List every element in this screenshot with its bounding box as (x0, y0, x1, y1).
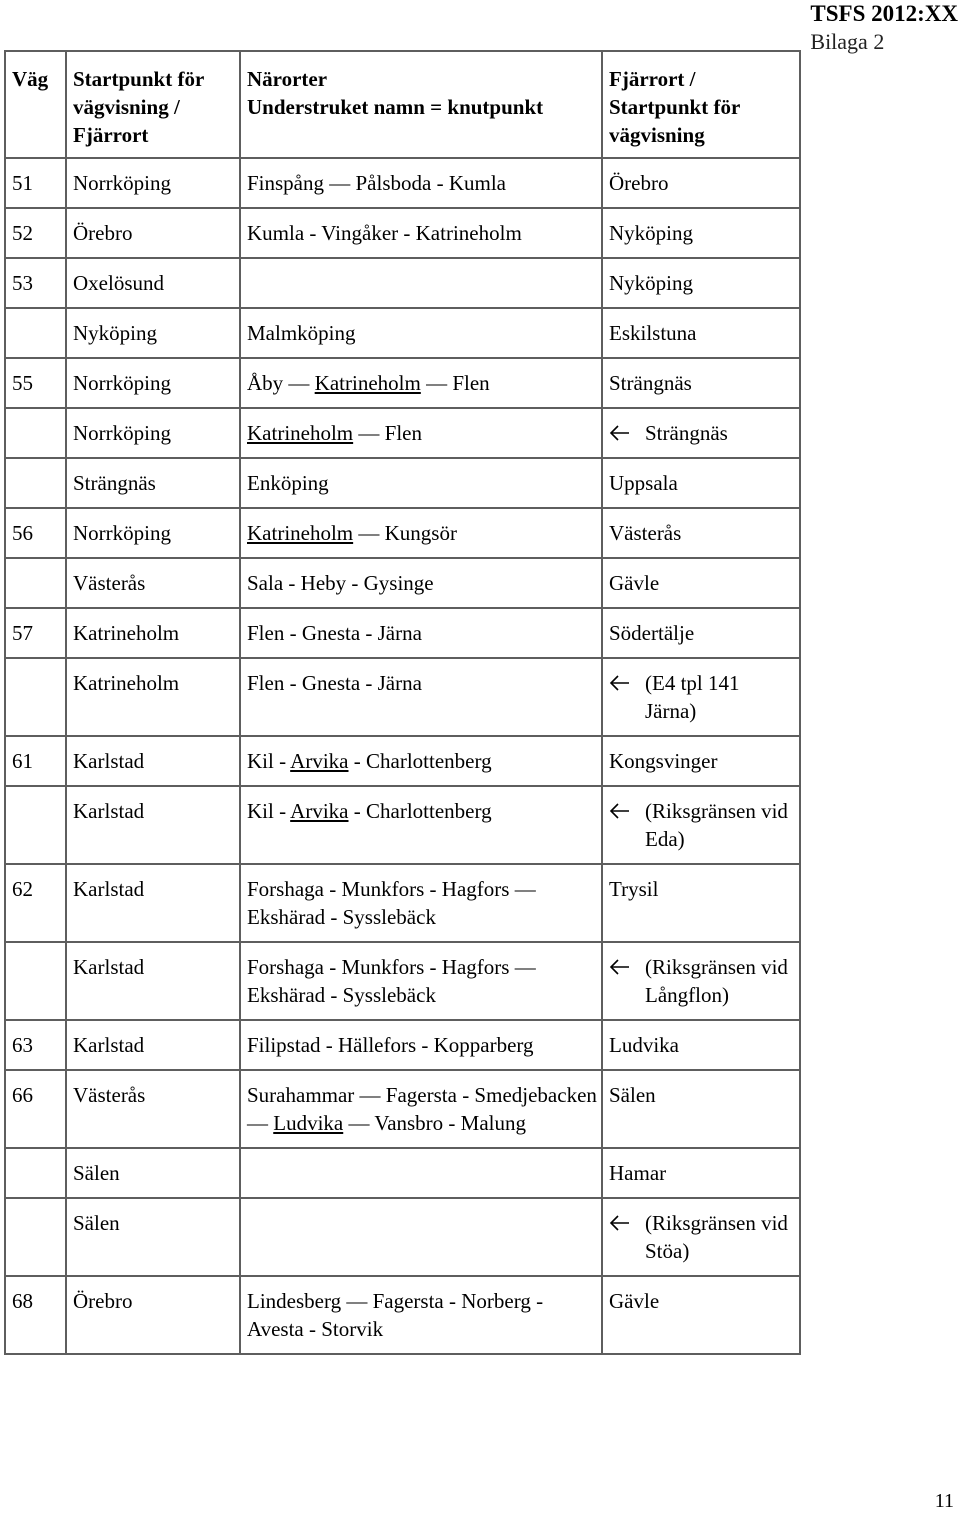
route-number-cell: 57 (5, 608, 66, 658)
start-point-cell: Örebro (66, 208, 240, 258)
via-text: Kil - (247, 799, 291, 823)
via-places-cell (240, 258, 602, 308)
junction-place: Arvika (290, 799, 349, 823)
route-number-cell: 66 (5, 1070, 66, 1148)
start-point-cell: Oxelösund (66, 258, 240, 308)
via-text: ― Vansbro - Malung (343, 1111, 526, 1135)
junction-place: Katrineholm (247, 421, 354, 445)
left-arrow-icon (609, 953, 645, 1009)
start-point-cell: Karlstad (66, 786, 240, 864)
route-table-body (5, 158, 800, 1354)
destination-cell: Uppsala (602, 458, 800, 508)
left-arrow-icon (609, 419, 645, 447)
table-row (5, 1070, 800, 1148)
via-places-cell (240, 558, 602, 608)
start-point-cell: Sälen (66, 1148, 240, 1198)
start-point-cell: Nyköping (66, 308, 240, 358)
via-text: Lindesberg ― Fagersta - Norberg - Avesta - Storvik (247, 1289, 544, 1341)
left-arrow-icon (609, 669, 645, 725)
route-number-cell: 56 (5, 508, 66, 558)
via-places-cell (240, 508, 602, 558)
table-row (5, 786, 800, 864)
start-point-cell: Norrköping (66, 358, 240, 408)
via-text: - Charlottenberg (348, 799, 492, 823)
destination-text: Strängnäs (645, 421, 728, 445)
via-places-cell (240, 864, 602, 942)
route-number-cell: 52 (5, 208, 66, 258)
via-places-cell (240, 1198, 602, 1276)
table-row (5, 1148, 800, 1198)
destination-cell: Gävle (602, 1276, 800, 1354)
route-number-cell (5, 308, 66, 358)
via-text: Flen - Gnesta - Järna (247, 621, 422, 645)
destination-cell: Ludvika (602, 1020, 800, 1070)
route-number-cell (5, 1148, 66, 1198)
table-row (5, 208, 800, 258)
table-row (5, 1276, 800, 1354)
route-number-cell: 62 (5, 864, 66, 942)
via-text: Sala - Heby - Gysinge (247, 571, 434, 595)
table-row (5, 1198, 800, 1276)
via-text: ― Flen (353, 421, 422, 445)
route-number-cell (5, 786, 66, 864)
start-point-cell: Västerås (66, 1070, 240, 1148)
via-places-cell (240, 942, 602, 1020)
destination-cell (602, 786, 800, 864)
junction-place: Katrineholm (247, 521, 354, 545)
junction-place: Katrineholm (314, 371, 421, 395)
destination-cell (602, 658, 800, 736)
via-places-cell (240, 658, 602, 736)
route-number-cell: 53 (5, 258, 66, 308)
route-table (4, 50, 801, 1355)
route-number-cell: 61 (5, 736, 66, 786)
start-point-cell: Karlstad (66, 864, 240, 942)
start-point-cell: Strängnäs (66, 458, 240, 508)
start-point-cell: Karlstad (66, 736, 240, 786)
route-number-cell: 51 (5, 158, 66, 208)
via-places-cell (240, 1276, 602, 1354)
destination-text: (Riksgränsen vid Stöa) (645, 1211, 788, 1263)
start-point-cell: Sälen (66, 1198, 240, 1276)
via-text: ― Kungsör (353, 521, 457, 545)
start-point-cell: Norrköping (66, 508, 240, 558)
route-number-cell: 55 (5, 358, 66, 408)
via-places-cell (240, 1020, 602, 1070)
left-arrow-icon (609, 1209, 645, 1265)
header-via-note: Understruket namn = knutpunkt (247, 95, 544, 119)
route-number-cell: 63 (5, 1020, 66, 1070)
route-number-cell (5, 658, 66, 736)
destination-cell (602, 1198, 800, 1276)
junction-place: Arvika (290, 749, 349, 773)
table-row (5, 458, 800, 508)
via-places-cell (240, 308, 602, 358)
document-annex: Bilaga 2 (810, 29, 885, 54)
route-number-cell (5, 558, 66, 608)
destination-text: (Riksgränsen vid Eda) (645, 799, 788, 851)
via-places-cell (240, 208, 602, 258)
via-places-cell (240, 1070, 602, 1148)
header-route: Väg (5, 51, 66, 158)
destination-cell: Örebro (602, 158, 800, 208)
table-row (5, 864, 800, 942)
start-point-cell: Karlstad (66, 942, 240, 1020)
table-row (5, 608, 800, 658)
via-text: ― Flen (420, 371, 490, 395)
table-row (5, 942, 800, 1020)
destination-cell: Nyköping (602, 258, 800, 308)
start-point-cell: Katrineholm (66, 608, 240, 658)
header-via (240, 51, 602, 158)
via-text: Kil - (247, 749, 291, 773)
table-header-row (5, 51, 800, 158)
start-point-cell: Katrineholm (66, 658, 240, 736)
table-row (5, 408, 800, 458)
route-number-cell (5, 408, 66, 458)
route-number-cell (5, 458, 66, 508)
via-text: Forshaga - Munkfors - Hagfors ― Ekshärad - Sysslebäck (247, 955, 536, 1007)
junction-place: Ludvika (273, 1111, 344, 1135)
header-destination: Fjärrort / Startpunkt för vägvisning (602, 51, 800, 158)
via-places-cell (240, 458, 602, 508)
destination-text: (E4 tpl 141 Järna) (645, 671, 740, 723)
route-number-cell (5, 1198, 66, 1276)
page-number: 11 (934, 1490, 954, 1512)
destination-cell: Sälen (602, 1070, 800, 1148)
via-text: Surahammar ― Fagersta - Smedjebacken ― (247, 1083, 597, 1135)
via-places-cell (240, 786, 602, 864)
via-places-cell (240, 608, 602, 658)
left-arrow-icon (609, 797, 645, 853)
start-point-cell: Norrköping (66, 158, 240, 208)
via-text: Finspång ― Pålsboda - Kumla (247, 171, 506, 195)
route-number-cell (5, 942, 66, 1020)
table-row (5, 358, 800, 408)
table-row (5, 558, 800, 608)
via-places-cell (240, 1148, 602, 1198)
via-text: Enköping (247, 471, 329, 495)
destination-text: (Riksgränsen vid Långflon) (645, 955, 788, 1007)
via-text: - Charlottenberg (348, 749, 492, 773)
document-id (810, 0, 958, 56)
table-row (5, 508, 800, 558)
via-places-cell (240, 158, 602, 208)
destination-cell (602, 942, 800, 1020)
table-row (5, 658, 800, 736)
start-point-cell: Karlstad (66, 1020, 240, 1070)
start-point-cell: Norrköping (66, 408, 240, 458)
header-via-title: Närorter (247, 67, 328, 91)
via-text: Forshaga - Munkfors - Hagfors ― Ekshärad - Sysslebäck (247, 877, 536, 929)
destination-cell: Gävle (602, 558, 800, 608)
destination-cell: Kongsvinger (602, 736, 800, 786)
via-text: Flen - Gnesta - Järna (247, 671, 422, 695)
start-point-cell: Örebro (66, 1276, 240, 1354)
destination-cell: Södertälje (602, 608, 800, 658)
via-text: Kumla - Vingåker - Katrineholm (247, 221, 522, 245)
table-row (5, 1020, 800, 1070)
destination-cell: Eskilstuna (602, 308, 800, 358)
destination-cell (602, 408, 800, 458)
table-row (5, 736, 800, 786)
via-text: Filipstad - Hällefors - Kopparberg (247, 1033, 534, 1057)
destination-cell: Trysil (602, 864, 800, 942)
table-row (5, 158, 800, 208)
document-code: TSFS 2012:XX (810, 1, 958, 26)
destination-cell: Strängnäs (602, 358, 800, 408)
table-row (5, 258, 800, 308)
route-number-cell: 68 (5, 1276, 66, 1354)
via-text: Malmköping (247, 321, 356, 345)
destination-cell: Hamar (602, 1148, 800, 1198)
destination-cell: Västerås (602, 508, 800, 558)
table-row (5, 308, 800, 358)
via-text: Åby ― (247, 371, 315, 395)
destination-cell: Nyköping (602, 208, 800, 258)
start-point-cell: Västerås (66, 558, 240, 608)
header-start: Startpunkt för vägvisning / Fjärrort (66, 51, 240, 158)
via-places-cell (240, 736, 602, 786)
via-places-cell (240, 358, 602, 408)
via-places-cell (240, 408, 602, 458)
